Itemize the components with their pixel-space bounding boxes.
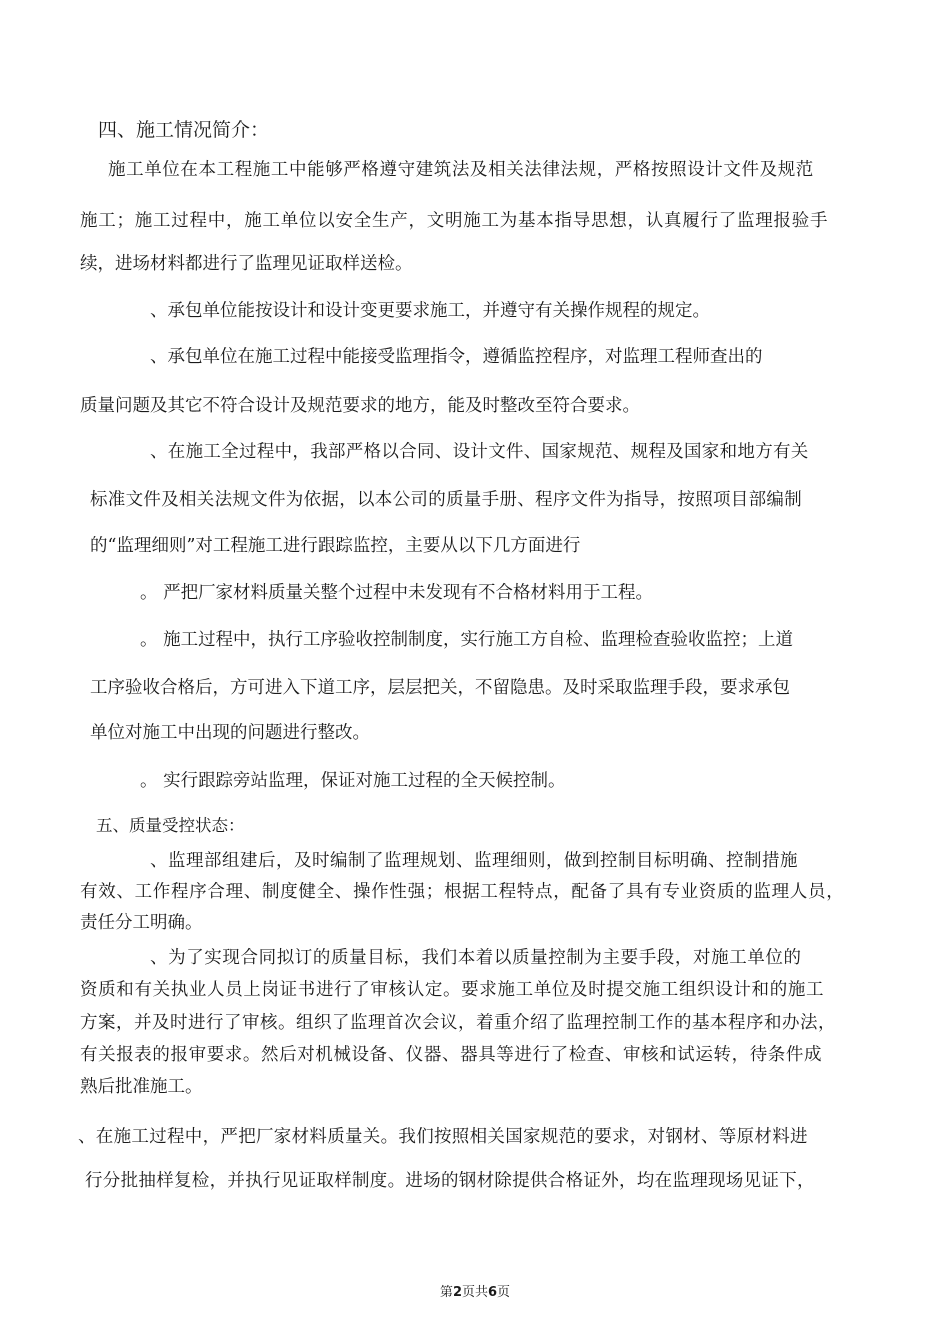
bullet-item-1: 。 严把厂家材料质量关整个过程中未发现有不合格材料用于工程。 bbox=[140, 583, 654, 603]
bullet-item-3: 。 实行跟踪旁站监理，保证对施工过程的全天候控制。 bbox=[140, 771, 566, 791]
footer-suffix: 页 bbox=[497, 1285, 511, 1300]
paragraph-line: 、监理部组建后，及时编制了监理规划、监理细则，做到控制目标明确、控制措施 bbox=[150, 851, 798, 871]
paragraph-line: 有关报表的报审要求。然后对机械设备、仪器、器具等进行了检查、审核和试运转，待条件成 bbox=[80, 1045, 823, 1065]
paragraph-line: 续，进场材料都进行了监理见证取样送检。 bbox=[80, 254, 413, 274]
footer-mid: 页共 bbox=[461, 1285, 488, 1300]
paragraph-line: 单位对施工中出现的问题进行整改。 bbox=[90, 723, 370, 743]
paragraph-line: 方案，并及时进行了审核。组织了监理首次会议，着重介绍了监理控制工作的基本程序和办法， bbox=[80, 1013, 836, 1033]
paragraph-line: 标准文件及相关法规文件为依据，以本公司的质量手册、程序文件为指导，按照项目部编制 bbox=[90, 490, 802, 510]
page-number-footer bbox=[0, 1284, 950, 1302]
paragraph-line: 、在施工全过程中，我部严格以合同、设计文件、国家规范、规程及国家和地方有关 bbox=[150, 442, 809, 462]
paragraph-line: 的“监理细则”对工程施工进行跟踪监控，主要从以下几方面进行 bbox=[90, 536, 581, 556]
paragraph-line: 有效、工作程序合理、制度健全、操作性强；根据工程特点，配备了具有专业资质的监理人员， bbox=[80, 882, 845, 902]
paragraph-line: 资质和有关执业人员上岗证书进行了审核认定。要求施工单位及时提交施工组织设计和的施工 bbox=[80, 980, 825, 1000]
paragraph-line: 责任分工明确。 bbox=[80, 913, 203, 933]
paragraph-line: 、承包单位在施工过程中能接受监理指令，遵循监控程序，对监理工程师查出的 bbox=[150, 347, 763, 367]
section-4-heading: 四、施工情况简介： bbox=[98, 119, 270, 141]
current-page-number: 2 bbox=[452, 1285, 462, 1300]
paragraph-line: 、在施工过程中，严把厂家材料质量关。我们按照相关国家规范的要求，对钢材、等原材料进 bbox=[78, 1127, 808, 1147]
paragraph-line: 施工单位在本工程施工中能够严格遵守建筑法及相关法律法规，严格按照设计文件及规范 bbox=[108, 160, 814, 180]
paragraph-line: 行分批抽样复检，并执行见证取样制度。进场的钢材除提供合格证外，均在监理现场见证下， bbox=[85, 1171, 815, 1191]
paragraph-line: 。 施工过程中，执行工序验收控制制度，实行施工方自检、监理检查验收监控；上道 bbox=[140, 630, 794, 650]
section-5-heading: 五、质量受控状态： bbox=[96, 816, 245, 835]
paragraph-line: 质量问题及其它不符合设计及规范要求的地方，能及时整改至符合要求。 bbox=[80, 396, 640, 416]
total-pages-number: 6 bbox=[488, 1285, 498, 1300]
paragraph-line: 熟后批准施工。 bbox=[80, 1077, 203, 1097]
paragraph-line: 工序验收合格后，方可进入下道工序，层层把关，不留隐患。及时采取监理手段，要求承包 bbox=[90, 678, 790, 698]
section-4-paragraph-2: 、承包单位能按设计和设计变更要求施工，并遵守有关操作规程的规定。 bbox=[150, 301, 710, 321]
paragraph-line: 施工；施工过程中，施工单位以安全生产，文明施工为基本指导思想，认真履行了监理报验手 bbox=[80, 211, 829, 231]
paragraph-line: 、为了实现合同拟订的质量目标，我们本着以质量控制为主要手段，对施工单位的 bbox=[150, 948, 802, 968]
footer-prefix: 第 bbox=[439, 1285, 453, 1300]
